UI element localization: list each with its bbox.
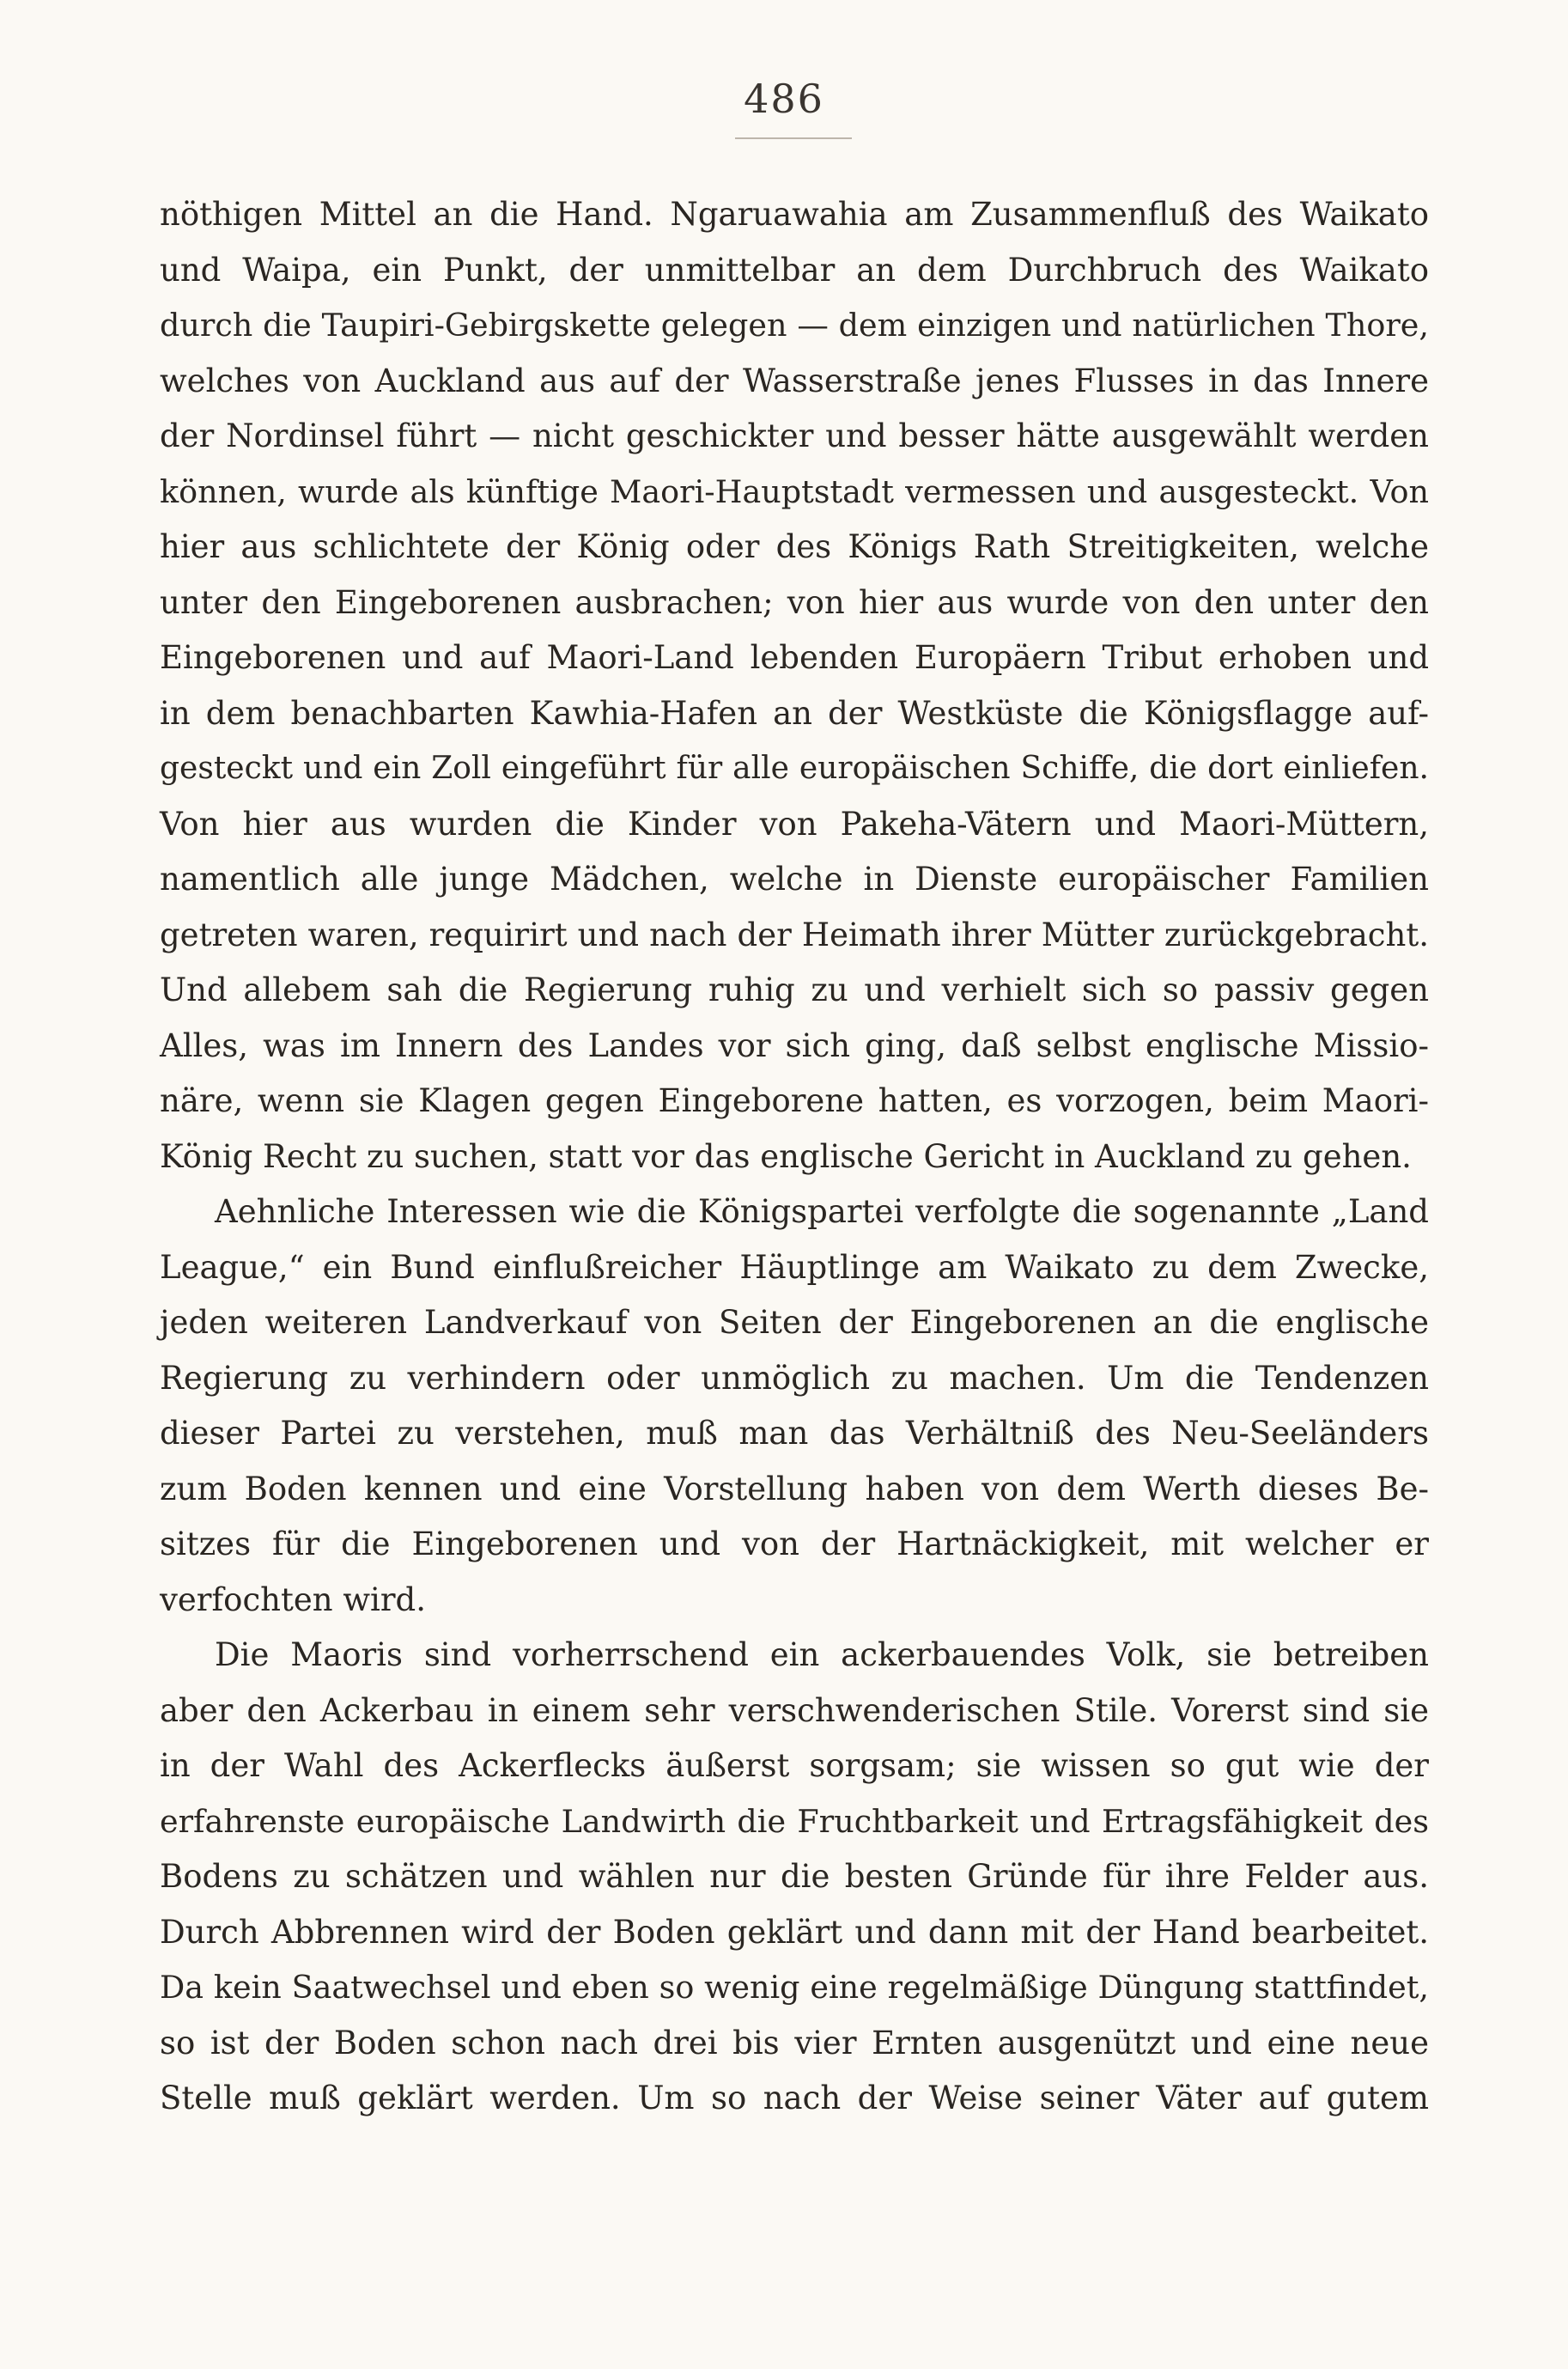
text-line: und Waipa, ein Punkt, der unmittelbar an dem Durchbruch des Waikato bbox=[160, 251, 1429, 289]
text-line: Durch Abbrennen wird der Boden geklärt und dann mit der Hand bearbeitet. bbox=[160, 1913, 1429, 1951]
text-line: namentlich alle junge Mädchen, welche in Dienste europäischer Familien bbox=[160, 861, 1429, 898]
text-line: so ist der Boden schon nach drei bis vier Ernten ausgenützt und eine neue bbox=[160, 2024, 1429, 2061]
text-line: Bodens zu schätzen und wählen nur die besten Gründe für ihre Felder aus. bbox=[160, 1858, 1429, 1895]
text-line: der Nordinsel führt — nicht geschickter und besser hätte ausgewählt werden bbox=[160, 417, 1429, 454]
text-line: Eingeborenen und auf Maori-Land lebenden Europäern Tribut erhoben und bbox=[160, 639, 1429, 676]
text-line: welches von Auckland aus auf der Wasserstraße jenes Flusses in das Innere bbox=[160, 362, 1429, 399]
text-line: nöthigen Mittel an die Hand. Ngaruawahia am Zusammenfluß des Waikato bbox=[160, 196, 1429, 233]
text-line: König Recht zu suchen, statt vor das englische Gericht in Auckland zu gehen. bbox=[160, 1137, 1412, 1175]
text-line: unter den Eingeborenen ausbrachen; von hier aus wurde von den unter den bbox=[160, 583, 1429, 621]
page-number: 486 bbox=[744, 76, 824, 122]
text-line: sitzes für die Eingeborenen und von der Hartnäckigkeit, mit welcher er bbox=[160, 1526, 1429, 1562]
text-line: können, wurde als künftige Maori-Hauptstadt vermessen und ausgesteckt. Von bbox=[160, 472, 1429, 510]
text-line: durch die Taupiri-Gebirgskette gelegen — dem einzigen und natürlichen Thore, bbox=[160, 307, 1429, 344]
text-line: Aehnliche Interessen wie die Königspartei verfolgte die sogenannte „Land bbox=[215, 1193, 1429, 1230]
text-line: dieser Partei zu verstehen, muß man das Verhältniß des Neu-Seeländers bbox=[160, 1415, 1429, 1452]
text-line: zum Boden kennen und eine Vorstellung haben von dem Werth dieses Be- bbox=[160, 1470, 1429, 1507]
text-line: Da kein Saatwechsel und eben so wenig eine regelmäßige Düngung stattfindet, bbox=[160, 1969, 1429, 2006]
text-line: Regierung zu verhindern oder unmöglich zu machen. Um die Tendenzen bbox=[160, 1359, 1429, 1397]
text-line: jeden weiteren Landverkauf von Seiten der Eingeborenen an die englische bbox=[160, 1304, 1429, 1341]
text-line: erfahrenste europäische Landwirth die Fruchtbarkeit und Ertragsfähigkeit des bbox=[160, 1802, 1429, 1840]
text-line: verfochten wird. bbox=[160, 1580, 427, 1618]
text-line: aber den Ackerbau in einem sehr verschwenderischen Stile. Vorerst sind sie bbox=[160, 1691, 1429, 1729]
text-line: in der Wahl des Ackerflecks äußerst sorgsam; sie wissen so gut wie der bbox=[160, 1747, 1429, 1784]
text-line: näre, wenn sie Klagen gegen Eingeborene hatten, es vorzogen, beim Maori- bbox=[160, 1082, 1429, 1119]
text-line: gesteckt und ein Zoll eingeführt für alle europäischen Schiffe, die dort einliefen. bbox=[160, 751, 1429, 786]
text-line: Stelle muß geklärt werden. Um so nach der Weise seiner Väter auf gutem bbox=[160, 2080, 1429, 2116]
text-line: League,“ ein Bund einflußreicher Häuptlinge am Waikato zu dem Zwecke, bbox=[160, 1248, 1429, 1286]
body-text bbox=[160, 187, 1429, 2127]
text-line: hier aus schlichtete der König oder des Königs Rath Streitigkeiten, welche bbox=[160, 528, 1429, 565]
text-line: Die Maoris sind vorherrschend ein ackerbauendes Volk, sie betreiben bbox=[215, 1636, 1429, 1673]
text-line: Und allebem sah die Regierung ruhig zu und verhielt sich so passiv gegen bbox=[160, 971, 1429, 1008]
text-line: Alles, was im Innern des Landes vor sich ging, daß selbst englische Missio- bbox=[160, 1026, 1429, 1064]
text-line: in dem benachbarten Kawhia-Hafen an der Westküste die Königsflagge auf- bbox=[160, 694, 1429, 732]
text-line: Von hier aus wurden die Kinder von Pakeha-Vätern und Maori-Müttern, bbox=[160, 805, 1429, 843]
header-rule bbox=[735, 137, 852, 139]
text-line: getreten waren, requirirt und nach der Heimath ihrer Mütter zurückgebracht. bbox=[160, 916, 1429, 953]
